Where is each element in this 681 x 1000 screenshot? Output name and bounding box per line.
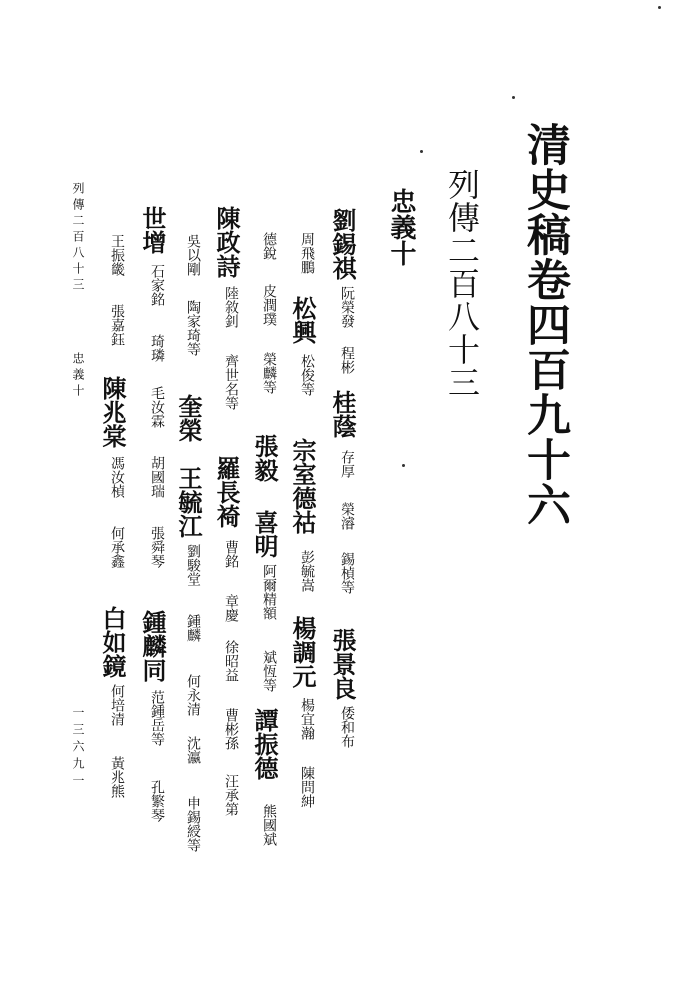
main-name: 桂蔭 [328,390,357,438]
sub-name: 錫楨等 [339,552,355,594]
sub-name: 榮麟等 [261,352,277,394]
page-number: 一三六九一 [71,706,85,791]
sub-name: 曹彬孫 [223,708,239,750]
main-name: 劉錫祺 [328,208,357,280]
sub-name: 鍾麟 [185,614,201,642]
main-name: 喜明 [250,510,279,558]
sub-name: 劉駿堂 [185,544,201,586]
sub-name: 章慶 [223,594,239,622]
scan-speck [658,6,661,9]
main-name: 陳政詩 [212,206,241,278]
main-name: 張景良 [328,628,357,700]
sub-name: 彭毓嵩 [299,550,315,592]
sub-name: 張嘉鈺 [109,304,125,346]
sub-name: 毛汝霖 [149,386,165,428]
sub-name: 皮潤璞 [261,284,277,326]
main-name: 宗室德祜 [288,438,317,534]
sub-name: 陸敘釗 [223,286,239,328]
sub-name: 王振畿 [109,234,125,276]
sub-name: 存厚 [339,450,355,478]
main-name: 鍾麟同 [138,610,167,682]
sub-name: 德銳 [261,232,277,260]
main-name: 陳兆棠 [98,376,127,448]
sub-name: 熊國斌 [261,804,277,846]
sub-name: 黃兆熊 [109,756,125,798]
sub-name: 徐昭益 [223,640,239,682]
sub-name: 齊世名等 [223,354,239,410]
sub-name: 何承鑫 [109,526,125,568]
sub-name: 張舜琴 [149,526,165,568]
main-name: 楊調元 [288,616,317,688]
main-name: 譚振德 [250,708,279,780]
section-heading: 忠義十 [386,188,416,266]
chapter-title: 清史稿卷四百九十六 [519,122,570,527]
running-header-section: 忠義十 [71,352,85,400]
sub-name: 阮榮發 [339,286,355,328]
sub-name: 胡國瑞 [149,456,165,498]
sub-name: 琦璘 [149,334,165,362]
scan-speck [402,464,405,467]
scan-speck [512,96,515,99]
main-name: 松興 [288,296,317,344]
sub-name: 楊宜瀚 [299,698,315,740]
sub-name: 阿爾精額 [261,564,277,620]
sub-name: 何培清 [109,684,125,726]
main-name: 張毅 [250,434,279,482]
sub-name: 程彬 [339,346,355,374]
sub-name: 松俊等 [299,354,315,396]
sub-name: 陶家琦等 [185,300,201,356]
sub-name: 倭和布 [339,706,355,748]
sub-name: 馮汝楨 [109,456,125,498]
sub-name: 汪承第 [223,774,239,816]
chapter-subtitle: 列傳二百八十三 [443,168,481,399]
sub-name: 吳以剛 [185,234,201,276]
main-name: 羅長裿 [212,456,241,528]
sub-name: 榮濬 [339,502,355,530]
main-name: 白如鏡 [98,606,127,678]
main-name: 王毓江 [174,466,203,538]
running-header: 列傳二百八十三 [71,182,85,294]
sub-name: 石家銘 [149,264,165,306]
sub-name: 陳問紳 [299,766,315,808]
sub-name: 范鍾岳等 [149,690,165,746]
scan-speck [420,150,423,153]
main-name: 奎榮 [174,394,203,442]
sub-name: 曹銘 [223,540,239,568]
sub-name: 何永清 [185,674,201,716]
sub-name: 斌恆等 [261,650,277,692]
sub-name: 沈瀛 [185,736,201,764]
sub-name: 孔繁琴 [149,780,165,822]
main-name: 世增 [138,206,167,254]
sub-name: 周飛鵬 [299,232,315,274]
sub-name: 申錫綬等 [185,796,201,852]
